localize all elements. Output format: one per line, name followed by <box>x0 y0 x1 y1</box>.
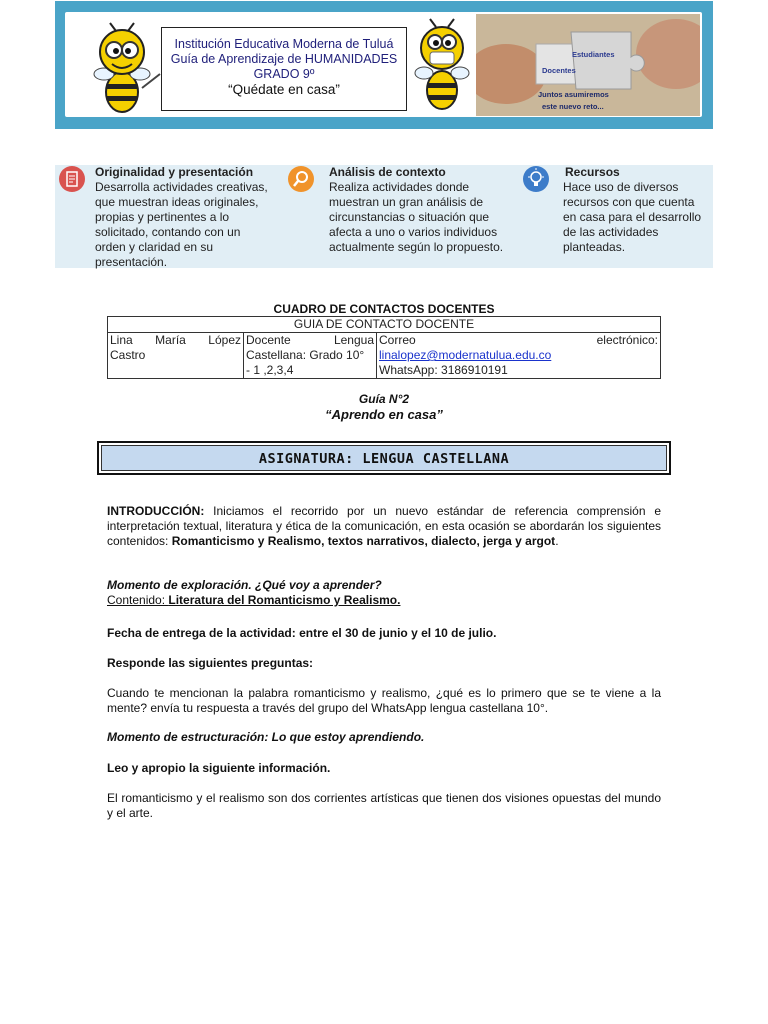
puzzle-caption-2: este nuevo reto... <box>542 102 604 111</box>
guide-name: Guía de Aprendizaje de HUMANIDADES <box>170 52 398 66</box>
teacher-name-cell: Lina María López Castro <box>108 333 244 379</box>
subject-title: ASIGNATURA: LENGUA CASTELLANA <box>101 445 667 471</box>
grade-label: GRADO 9º <box>253 67 315 81</box>
exploration-heading: Momento de exploración. ¿Qué voy a aprender? <box>107 578 382 592</box>
table-row <box>108 333 661 379</box>
criterion-text: Hace uso de diversos recursos con que cuenta en casa para el desarrollo de las actividades planteadas. <box>563 180 702 254</box>
teacher-contact-cell: Correo electrónico: linalopez@modernatulua.edu.co WhatsApp: 3186910191 <box>377 333 661 379</box>
criterion-text: Realiza actividades donde muestran un gran análisis de circunstancias o situación que afecta a uno o varios individuos actualmente según lo propuesto. <box>329 180 504 254</box>
criterion-icon-badge <box>288 166 314 192</box>
document-icon <box>59 166 85 192</box>
title-box <box>161 27 407 111</box>
guide-title: “Aprendo en casa” <box>325 407 443 422</box>
slogan: “Quédate en casa” <box>228 82 340 97</box>
content-line: Contenido: Literatura del Romanticismo y Realismo. <box>107 593 401 607</box>
closing-paragraph: El romanticismo y el realismo son dos corrientes artísticas que tienen dos visiones opuestas del mundo y el arte. <box>107 791 661 820</box>
puzzle-label-students: Estudiantes <box>572 50 615 59</box>
criterion-icon-badge <box>523 166 549 192</box>
criterion-icon-badge <box>59 166 85 192</box>
criterion-title: Recursos <box>565 165 620 179</box>
structuring-heading: Momento de estructuración: Lo que estoy aprendiendo. <box>107 730 425 744</box>
bee-mascot-right-icon <box>412 18 476 118</box>
puzzle-image <box>476 14 700 116</box>
whatsapp-number: WhatsApp: 3186910191 <box>379 363 508 377</box>
contacts-table-title: GUIA DE CONTACTO DOCENTE <box>108 317 661 333</box>
criterion-title: Análisis de contexto <box>329 165 446 179</box>
criterion-title: Originalidad y presentación <box>95 165 254 179</box>
guide-number: Guía N°2 <box>358 392 410 406</box>
criterion-text: Desarrolla actividades creativas, que muestran ideas originales, propias y pertinentes a lo solicitado, contando con un orden y claridad en su presentación. <box>95 180 268 269</box>
magnifier-icon <box>288 166 314 192</box>
deadline-line: Fecha de entrega de la actividad: entre el 30 de junio y el 10 de julio. <box>107 626 497 640</box>
email-link[interactable]: linalopez@modernatulua.edu.co <box>379 348 552 362</box>
teacher-role-cell: Docente Lengua Castellana: Grado 10° - 1 ,2,3,4 <box>244 333 377 379</box>
bee-mascot-left-icon <box>90 22 162 122</box>
puzzle-label-teachers: Docentes <box>542 66 576 75</box>
introduction-paragraph: INTRODUCCIÓN: Iniciamos el recorrido por un nuevo estándar de referencia comprensión e interpretación textual, literatura y ética de la comunicación, en esta ocasión se abordarán los siguientes contenidos: Romanticismo y Realismo, textos narrativos, dialecto, jerga y argot. <box>107 504 661 548</box>
questions-heading: Responde las siguientes preguntas: <box>107 656 314 670</box>
subject-box <box>97 441 671 475</box>
contacts-heading: CUADRO DE CONTACTOS DOCENTES <box>273 302 495 316</box>
read-heading: Leo y apropio la siguiente información. <box>107 761 331 775</box>
puzzle-caption-1: Juntos asumiremos <box>538 90 609 99</box>
lightbulb-icon <box>523 166 549 192</box>
question-paragraph: Cuando te mencionan la palabra romanticismo y realismo, ¿qué es lo primero que se te viene a la mente? envía tu respuesta a través del grupo del WhatsApp lengua castellana 10°. <box>107 686 661 715</box>
contacts-table <box>107 316 661 379</box>
institution-name: Institución Educativa Moderna de Tuluá <box>174 37 394 51</box>
